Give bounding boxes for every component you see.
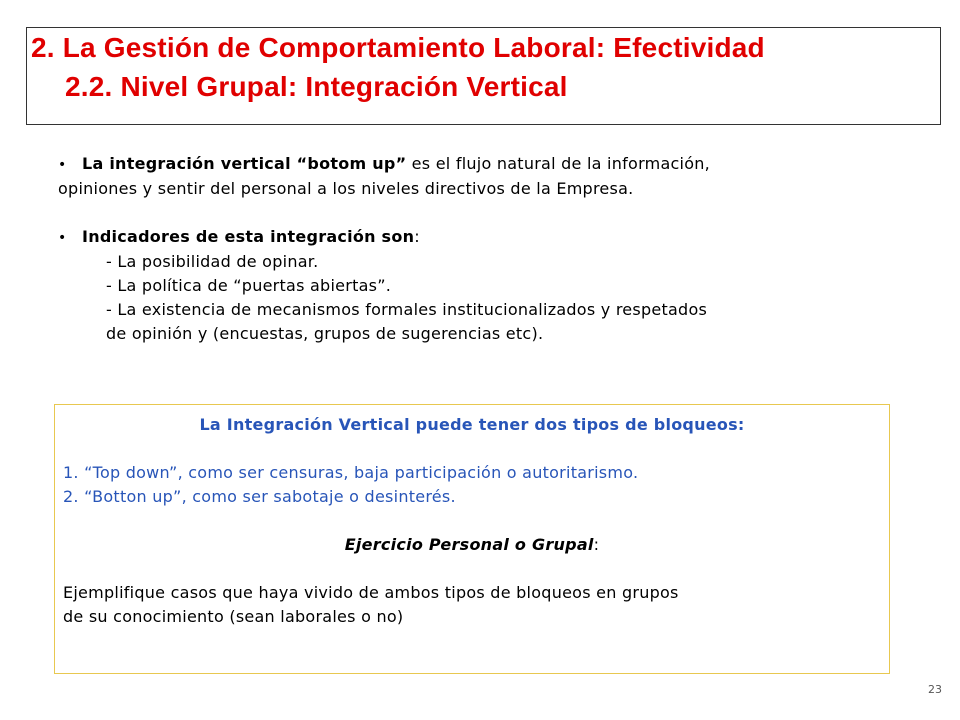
title-box: [26, 27, 941, 125]
slide-subtitle: 2.2. Nivel Grupal: Integración Vertical: [65, 71, 568, 102]
indicator-list: [58, 250, 898, 346]
indicator-item: - La política de “puertas abiertas”.: [106, 276, 392, 295]
bullet-icon: •: [58, 157, 67, 173]
exercise-title: Ejercicio Personal o Grupal: [344, 535, 594, 554]
bullet-paragraph-1: [58, 152, 898, 201]
box-heading: La Integración Vertical puede tener dos tipos de bloqueos:: [199, 415, 745, 434]
exercise-suffix: :: [593, 535, 600, 554]
blockage-item: 2. “Botton up”, como ser sabotaje o desinterés.: [63, 487, 456, 506]
bullet-2-suffix: :: [414, 227, 420, 246]
indicator-item: - La existencia de mecanismos formales institucionalizados y respetados: [106, 300, 708, 319]
bullet-1-line2: opiniones y sentir del personal a los niveles directivos de la Empresa.: [58, 179, 634, 198]
indicator-item: de opinión y (encuestas, grupos de sugerencias etc).: [106, 324, 544, 343]
page-number: 23: [928, 683, 942, 696]
body-text: [58, 152, 898, 346]
indicator-item: - La posibilidad de opinar.: [106, 252, 319, 271]
bullet-1-text: es el flujo natural de la información,: [406, 154, 711, 173]
bullet-1-bold: La integración vertical “botom up”: [82, 154, 407, 173]
bullet-icon: •: [58, 230, 67, 246]
bullet-paragraph-2: [58, 225, 898, 250]
slide-title: 2. La Gestión de Comportamiento Laboral: Efectividad: [31, 32, 765, 63]
exercise-text-line1: Ejemplifique casos que haya vivido de ambos tipos de bloqueos en grupos: [63, 583, 679, 602]
exercise-heading: [63, 533, 881, 557]
bullet-2-bold: Indicadores de esta integración son: [82, 227, 415, 246]
exercise-text-line2: de su conocimiento (sean laborales o no): [63, 607, 404, 626]
blockage-item: 1. “Top down”, como ser censuras, baja participación o autoritarismo.: [63, 463, 639, 482]
blockage-box: [54, 404, 890, 674]
